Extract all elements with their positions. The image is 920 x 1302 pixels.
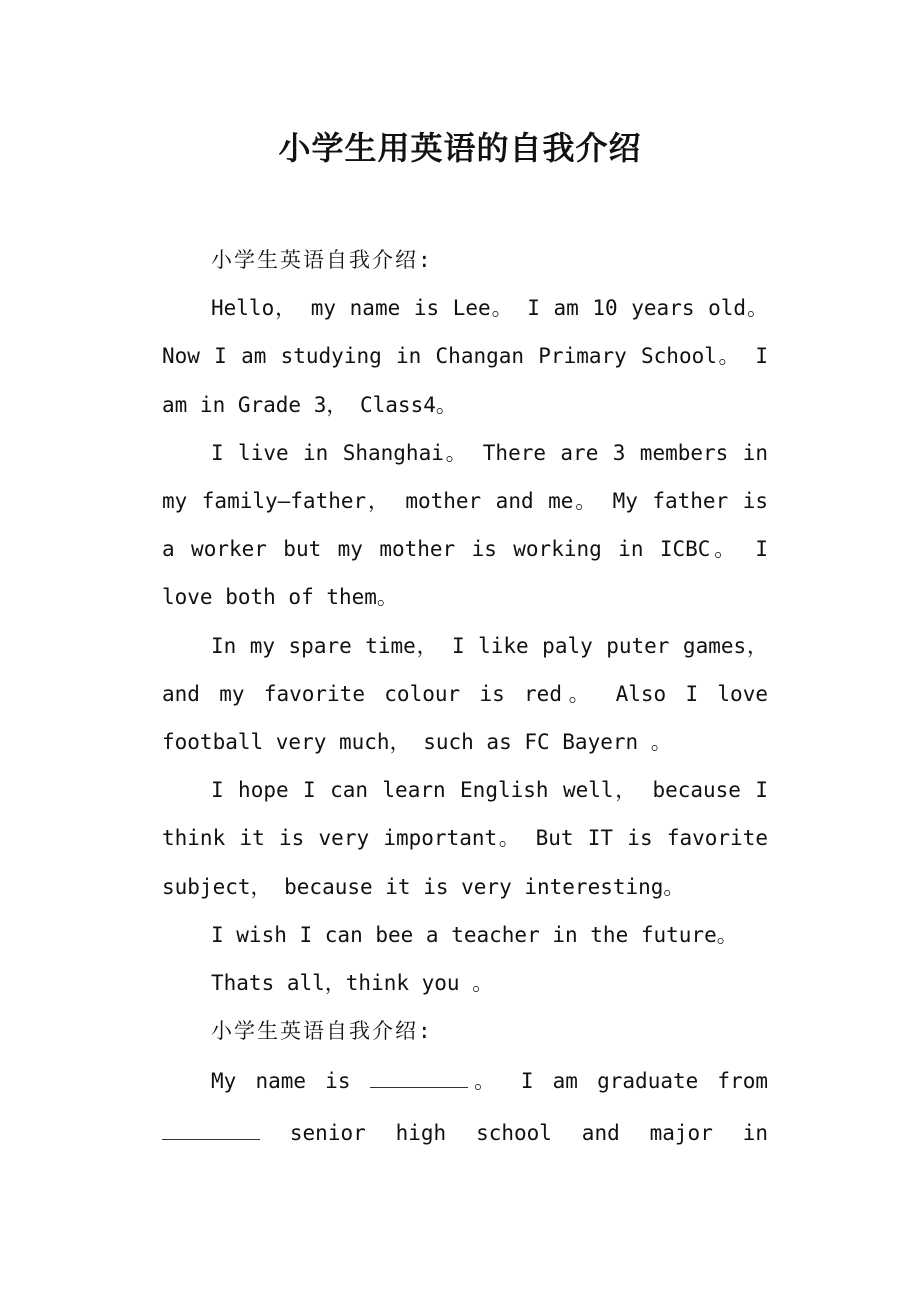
fill-in-blank [162,1121,260,1140]
body-paragraph: I live in Shanghai。 There are 3 members in my family—father， mother and me。 My father is a worker but my mother is working in ICBC。 I love both of them。 [162,440,768,610]
section-heading: 小学生英语自我介绍: [211,248,433,272]
fill-in-paragraph [162,1055,768,1159]
fill-in-text: 。 I am graduate from [467,1069,768,1094]
body-paragraph: I wish I can bee a teacher in the future。 [211,922,738,947]
body-paragraph: In my spare time， I like paly puter games， and my favorite colour is red。 Also I love football very much， such as FC Bayern 。 [162,633,768,755]
body-paragraph: Thats all，think you 。 [211,971,494,996]
section-heading: 小学生英语自我介绍: [211,1019,433,1044]
body-paragraph: Hello， my name is Lee。 I am 10 years old。 Now I am studying in Changan Primary School。 I am in Grade 3， Class4。 [162,296,768,417]
body-paragraph: I hope I can learn English well， because I think it is very important。 But IT is favorite subject， because it is very interesting。 [162,778,768,899]
document-body [162,236,768,1159]
fill-in-blank [370,1069,468,1088]
fill-in-text: My name is [211,1069,351,1094]
fill-in-text: senior high school and major in [289,1121,768,1146]
document-title: 小学生用英语的自我介绍 [278,129,642,167]
